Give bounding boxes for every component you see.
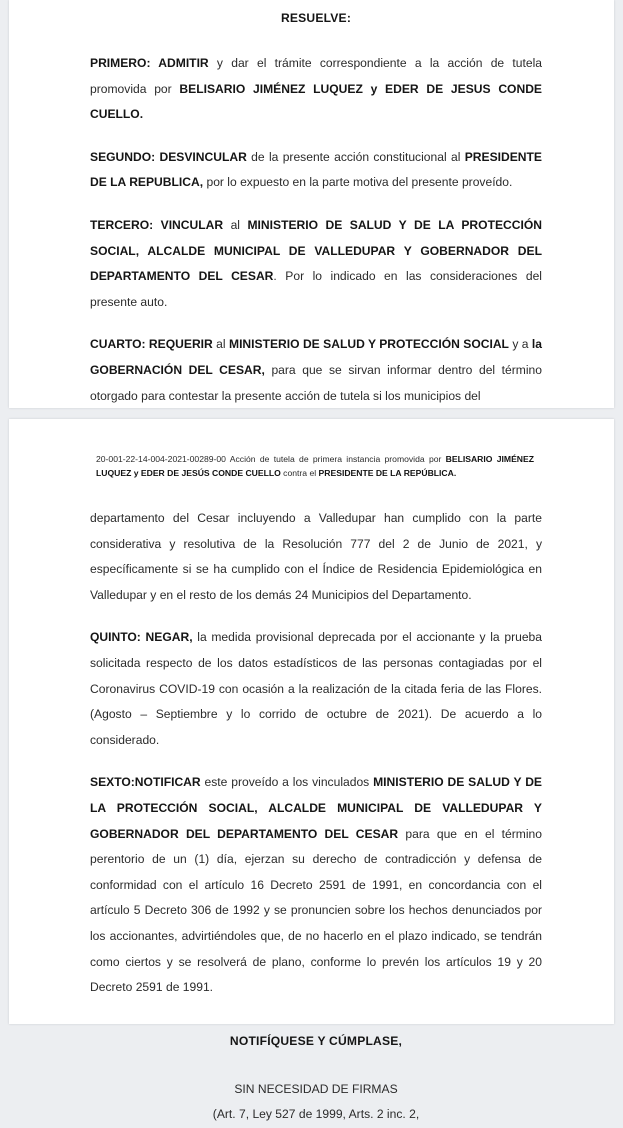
text-run: y a [508,337,532,352]
paragraph-primero [90,51,542,128]
paragraph-segundo [90,145,542,196]
emphasis-run: MINISTERIO DE SALUD Y DE LA PROTECCIÓN SOCIAL, ALCALDE MUNICIPAL DE VALLEDUPAR Y GOBERNADOR DEL DEPARTAMENTO DEL CESAR [90,217,542,284]
page-1-content [9,0,614,409]
page-2-content [9,419,614,1128]
text-run: este proveído a los vinculados [200,775,374,790]
emphasis-run: BELISARIO JIMÉNEZ LUQUEZ y EDER DE JESÚS CONDE CUELLO [96,454,534,478]
paragraph-sexto [90,770,542,1000]
emphasis-run: BELISARIO JIMÉNEZ LUQUEZ y EDER DE JESUS CONDE CUELLO. [90,81,542,122]
paragraph-tercero [90,213,542,315]
text-run: la medida provisional deprecada por el accionante y la prueba solicitada respecto de los datos estadísticos de las personas contagiadas por el Coronavirus COVID-19 con ocasión a la realización de la citada feria de las Flores. (Agosto – Septiembre y lo corrido de octubre de 2021). De acuerdo a lo considerado. [90,630,542,747]
notifiquese-line: NOTIFÍQUESE Y CÚMPLASE, [229,1033,403,1048]
text-run: para que se sirvan informar dentro del término otorgado para contestar la presente acción de tutela si los municipios del [90,362,543,403]
emphasis-run: MINISTERIO DE SALUD Y PROTECCIÓN SOCIAL [229,337,509,352]
emphasis-run: SEXTO:NOTIFICAR [90,775,201,790]
text-run: de la presente acción constitucional al [246,149,465,164]
emphasis-run: MINISTERIO DE SALUD Y DE LA PROTECCIÓN SOCIAL, ALCALDE MUNICIPAL DE VALLEDUPAR Y GOBERNADOR DEL DEPARTAMENTO DEL CESAR [90,775,542,841]
text-run: 20-001-22-14-004-2021-00289-00 Acción de tutela de primera instancia promovida por [96,454,446,464]
emphasis-run: PRIMERO: ADMITIR [90,56,209,70]
paragraph-cuarto [90,332,542,409]
emphasis-run: QUINTO: NEGAR, [90,630,193,645]
text-run: contra el [280,467,319,478]
emphasis-run: CUARTO: REQUERIR [90,337,213,352]
sin-necesidad-de-firmas-line: SIN NECESIDAD DE FIRMAS [234,1081,398,1096]
text-run: departamento del Cesar incluyendo a Valledupar han cumplido con la parte considerativa y resolutiva de la Resolución 777 del 2 de Junio de 2021, y específicamente si se ha cumplido con el Índice de Residencia Epidemiológica en Valledupar y en el resto de los demás 24 Municipios del Departamento. [90,511,542,602]
page-2-body [90,480,542,1001]
resuelve-heading: RESUELVE: [280,11,352,25]
emphasis-run: PRESIDENTE DE LA REPÚBLICA. [318,467,457,478]
case-header-note [90,419,542,480]
emphasis-run: SEGUNDO: DESVINCULAR [90,149,247,164]
emphasis-run: PRESIDENTE DE LA REPUBLICA, [90,149,542,190]
document-page-1 [9,0,614,408]
emphasis-run: la GOBERNACIÓN DEL CESAR, [90,337,542,377]
text-run: y dar el trámite correspondiente a la acción de tutela promovida por [90,56,542,96]
text-run: . Por lo indicado en las consideraciones del presente auto. [90,269,542,309]
text-run: para que en el término perentorio de un (1) día, ejerzan su derecho de contradicción y defensa de conformidad con el artículo 16 Decreto 2591 de 1991, en concordancia con el artículo 5 Decreto 306 de 1992 y se pronuncien sobre los hechos denunciados por los accionantes, advirtiéndoles que, de no hacerlo en el plazo indicado, se tendrán como ciertos y se resolverá de plano, conforme lo prevén los artículos 19 y 20 Decreto 2591 de 1991. [90,826,543,995]
document-page-2 [9,419,614,1122]
page-separator [0,408,623,419]
closing-block [90,1034,542,1128]
emphasis-run: TERCERO: VINCULAR [90,217,224,232]
text-run: al [223,217,248,232]
paragraph-quinto [90,625,542,753]
text-run: al [212,337,229,352]
signature-disclaimer [90,1077,542,1128]
paragraph-cuarto-continuacion [90,506,542,608]
text-run: por lo expuesto en la parte motiva del presente proveído. [203,175,513,190]
legal-reference-line: (Art. 7, Ley 527 de 1999, Arts. 2 inc. 2, [212,1107,420,1122]
